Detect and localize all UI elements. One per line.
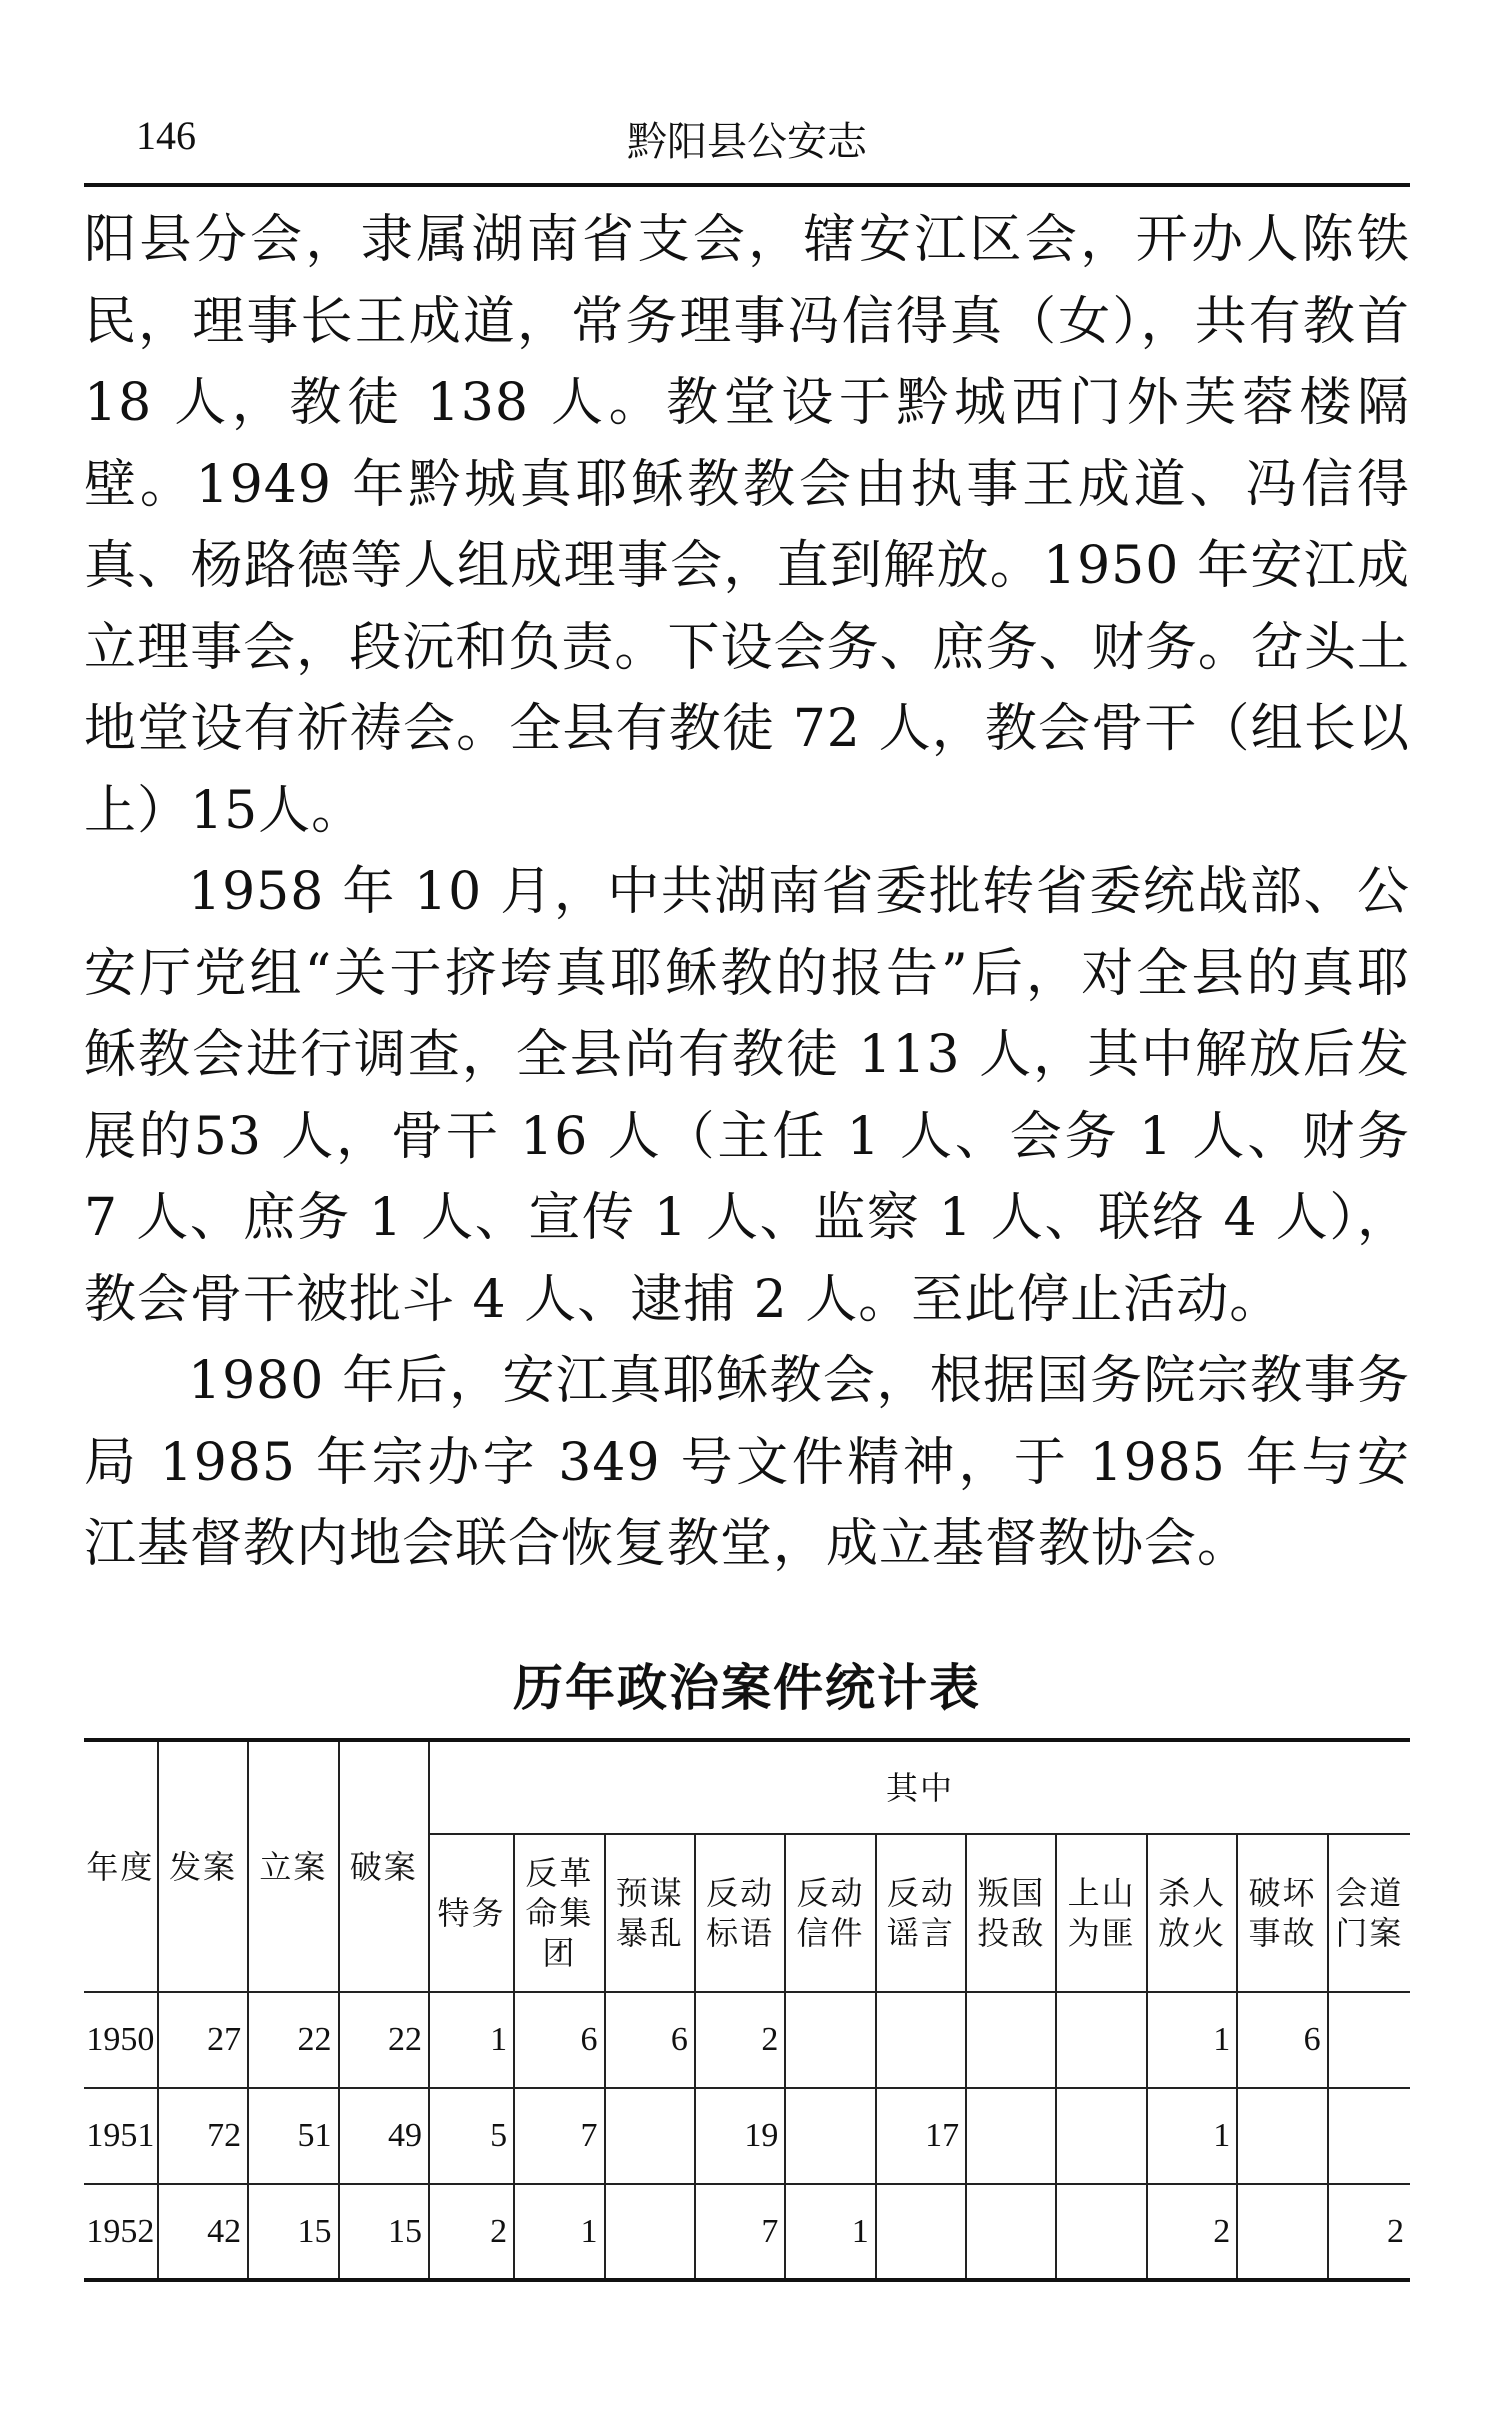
paragraph-1: 阳县分会，隶属湖南省支会，辖安江区会，开办人陈铁民，理事长王成道，常务理事冯信得真（女），共有教首18 人，教徒 138 人。教堂设于黔城西门外芙蓉楼隔壁。1949 年黔城真耶稣教教会由执事王成道、冯信得真、杨路德等人组成理事会，直到解放。1950 年安江成立理事会，段沅和负责。下设会务、庶务、财务。岔头土地堂设有祈祷会。全县有教徒 72 人，教会骨干（组长以上）15人。 — [84, 210, 1410, 841]
table-cell — [876, 1992, 966, 2088]
table-cell: 27 — [158, 1992, 248, 2088]
header-sub: 反动信件 — [785, 1834, 875, 1992]
year-cell: 1950 — [84, 1992, 158, 2088]
table-cell: 42 — [158, 2184, 248, 2280]
paragraph-3: 1980 年后，安江真耶稣教会，根据国务院宗教事务局 1985 年宗办字 349 号文件精神，于 1985 年与安江基督教内地会联合恢复教堂，成立基督教协会。 — [84, 1351, 1410, 1574]
header-sub: 预谋暴乱 — [605, 1834, 695, 1992]
table-cell: 2 — [1147, 2184, 1237, 2280]
table-cell: 7 — [514, 2088, 604, 2184]
running-head — [84, 106, 1410, 170]
header-sub: 破坏事故 — [1237, 1834, 1327, 1992]
table-cell — [1056, 2184, 1146, 2280]
table-cell — [1056, 2088, 1146, 2184]
table-cell — [1328, 2088, 1410, 2184]
table-cell: 19 — [695, 2088, 785, 2184]
header-group: 其中 — [429, 1740, 1410, 1834]
table-cell: 2 — [429, 2184, 514, 2280]
table-cell: 1 — [1147, 2088, 1237, 2184]
table-cell — [1237, 2088, 1327, 2184]
table-cell: 49 — [339, 2088, 429, 2184]
table-cell: 22 — [248, 1992, 338, 2088]
header-sub: 反动谣言 — [876, 1834, 966, 1992]
table-cell: 1 — [1147, 1992, 1237, 2088]
table-cell: 17 — [876, 2088, 966, 2184]
header-sub: 上山为匪 — [1056, 1834, 1146, 1992]
table-cell — [966, 2088, 1056, 2184]
table-cell: 51 — [248, 2088, 338, 2184]
header-sub: 特务 — [429, 1834, 514, 1992]
table-cell — [605, 2184, 695, 2280]
table-cell — [785, 1992, 875, 2088]
table-cell: 7 — [695, 2184, 785, 2280]
header-solved: 破案 — [339, 1740, 429, 1992]
page-number: 146 — [136, 113, 196, 158]
header-sub: 杀人放火 — [1147, 1834, 1237, 1992]
table-cell: 15 — [339, 2184, 429, 2280]
table-cell: 22 — [339, 1992, 429, 2088]
table-cell — [605, 2088, 695, 2184]
header-sub: 会道门案 — [1328, 1834, 1410, 1992]
table-cell — [785, 2088, 875, 2184]
table-cell — [966, 1992, 1056, 2088]
table-cell: 1 — [785, 2184, 875, 2280]
header-reported: 发案 — [158, 1740, 248, 1992]
table-title: 历年政治案件统计表 — [513, 1659, 981, 1717]
table-cell: 6 — [605, 1992, 695, 2088]
paragraph-2: 1958 年 10 月，中共湖南省委批转省委统战部、公安厅党组“关于挤垮真耶稣教的报告”后，对全县的真耶稣教会进行调查，全县尚有教徒 113 人，其中解放后发展的53 人，骨干 16 人（主任 1 人、会务 1 人、财务 7 人、庶务 1 人、宣传 1 人、监察 1 人、联络 4 人），教会骨干被批斗 4 人、逮捕 2 人。至此停止活动。 — [84, 862, 1410, 1330]
header-sub: 叛国投敌 — [966, 1834, 1056, 1992]
table-cell: 72 — [158, 2088, 248, 2184]
body-text — [84, 200, 1410, 1586]
table-cell — [1056, 1992, 1146, 2088]
table-row — [84, 2088, 1410, 2184]
table-row — [84, 1992, 1410, 2088]
table-cell: 1 — [514, 2184, 604, 2280]
header-sub: 反动标语 — [695, 1834, 785, 1992]
table-cell: 1 — [429, 1992, 514, 2088]
table-cell: 6 — [1237, 1992, 1327, 2088]
header-filed: 立案 — [248, 1740, 338, 1992]
political-cases-table — [84, 1738, 1410, 2282]
table-cell: 6 — [514, 1992, 604, 2088]
table-cell — [1328, 1992, 1410, 2088]
header-rule — [84, 183, 1410, 187]
table-cell: 15 — [248, 2184, 338, 2280]
table-cell — [1237, 2184, 1327, 2280]
header-sub: 反革命集团 — [514, 1834, 604, 1992]
year-cell: 1952 — [84, 2184, 158, 2280]
table-row — [84, 2184, 1410, 2280]
table-cell: 2 — [695, 1992, 785, 2088]
book-title: 黔阳县公安志 — [627, 119, 867, 165]
year-cell: 1951 — [84, 2088, 158, 2184]
table-cell — [966, 2184, 1056, 2280]
header-year: 年度 — [84, 1740, 158, 1992]
table-cell — [876, 2184, 966, 2280]
table-cell: 5 — [429, 2088, 514, 2184]
table-cell: 2 — [1328, 2184, 1410, 2280]
